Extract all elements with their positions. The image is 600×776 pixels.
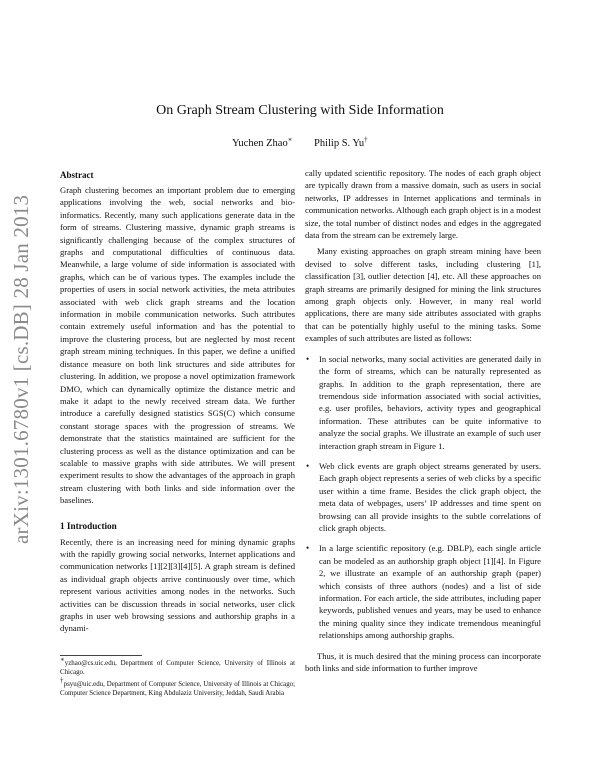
list-item-text: In social networks, many social activities are generated daily in the form of streams, which can be naturally represented as graphs. In addition to the graph representation, there are tremendous side information associated with social activities, e.g. user profiles, behaviors, activity types and geographical information. These attributes can be quite informative to analyze the social graphs. We illustrate an example of such user interaction graph stream in Figure 1. [319, 353, 541, 451]
paper-title: On Graph Stream Clustering with Side Information [156, 103, 444, 118]
author-1-mark: ∗ [287, 135, 293, 144]
footnote-2-text: psyu@uic.edu, Department of Computer Science, University of Illinois at Chicago; Computer Science Department, King Abdulaziz University, Jeddah, Saudi Arabia [60, 680, 296, 698]
abstract-heading: Abstract [60, 170, 94, 180]
author-1-name: Yuchen Zhao [232, 138, 288, 149]
intro-heading: 1 Introduction [60, 520, 117, 531]
intro-paragraph-1-continued: cally updated scientific repository. The nodes of each graph object are typically drawn from a massive domain, such as users in social networks, IP addresses in Internet applications and terminals in communication networks. Although each graph object is in a modest size, the total number of distinct nodes and edges in the aggregated data from the stream can be extremely large. [305, 168, 541, 241]
intro-paragraph-3: Thus, it is much desired that the mining process can incorporate both links and side information to further improve [305, 650, 541, 674]
intro-paragraph-1: Recently, there is an increasing need for mining dynamic graphs with the rapidly growing social networks, Internet applications and communication networks [1][2][3][4][5]. A graph stream is defined as individual graph objects arrive continuously over time, which represent various activities among nodes in the networks. Such activities can be discussion threads in social networks, user click graphs in user web browsing sessions and authorship graphs in a dynami- [60, 536, 295, 634]
bullet-icon: • [306, 460, 310, 471]
list-item-text: In a large scientific repository (e.g. DBLP), each single article can be modeled as an authorship graph object [1][4]. In Figure 2, we illustrate an example of an authorship graph (paper) which consists of three authors (nodes) and a list of side information. For each article, the side attributes, including paper keywords, published venues and years, may be used to enhance the mining quality since they indicate tremendous meaningful relationships among authorship graphs. [319, 543, 541, 641]
footnote-1 [60, 655, 295, 678]
author-2 [314, 135, 368, 149]
abstract-body: Graph clustering becomes an important problem due to emerging applications involving the web, social networks and bio-informatics. Recently, many such applications generate data in the form of streams. Clustering massive, dynamic graph streams is significantly challenging because of the complex structures of graphs and computational difficulties of continuous data. Meanwhile, a large volume of side information is associated with graphs, which can be of various types. The examples include the properties of users in social network activities, the meta attributes associated with web click graph streams and the location information in mobile communication networks. Such attributes contain extremely useful information and has the potential to improve the clustering process, but are neglected by most recent graph stream mining techniques. In this paper, we define a unified distance measure on both link structures and side attributes for clustering. In addition, we propose a novel optimization framework DMO, which can dynamically optimize the distance metric and make it adapt to the newly received stream data. We further introduce a carefully designed statistics SGS(C) which consume constant storage spaces with the progression of streams. We demonstrate that the statistics maintained are sufficient for the clustering process as well as the distance optimization and can be scalable to massive graphs with side attributes. We will present experiment results to show the advantages of the approach in graph stream clustering with both links and side information over the baselines. [60, 185, 295, 506]
bullet-icon: • [306, 543, 310, 554]
right-column [305, 167, 541, 674]
footnotes [60, 655, 295, 701]
list-item [305, 353, 541, 452]
author-1 [232, 135, 293, 149]
list-item [305, 460, 541, 534]
intro-paragraph-2: Many existing approaches on graph stream mining have been devised to solve different tasks, including clustering [1], classification [3], outlier detection [4], etc. All these approaches on graph streams are primarily designed for mining the link structures among graph objects only. However, in many real world applications, there are many side attributes associated with graphs that can be potentially highly useful to the mining tasks. Some examples of such attributes are listed as follows: [305, 246, 541, 344]
footnote-1-text: yzhao@cs.uic.edu, Department of Computer Science, University of Illinois at Chicago. [60, 660, 295, 677]
bullet-icon: • [306, 353, 310, 364]
footnote-rule [60, 655, 142, 656]
left-column [60, 170, 295, 635]
list-item-text: Web click events are graph object streams generated by users. Each graph object represents a series of web clicks by a specific user within a time frame. Besides the click graph object, the meta data of webpages, users’ IP addresses and time spent on browsing can all provide insights to the subtle correlations of click graph objects. [319, 460, 541, 533]
list-item [305, 542, 541, 641]
footnote-2-mark: † [60, 676, 64, 685]
footnote-2 [60, 676, 296, 699]
author-2-name: Philip S. Yu [314, 138, 365, 149]
side-attribute-examples [305, 353, 541, 642]
author-2-mark: † [364, 135, 368, 144]
footnote-1-mark: ∗ [60, 655, 65, 664]
arxiv-identifier: arXiv:1301.6780v1 [cs.DB] 28 Jan 2013 [9, 194, 33, 544]
